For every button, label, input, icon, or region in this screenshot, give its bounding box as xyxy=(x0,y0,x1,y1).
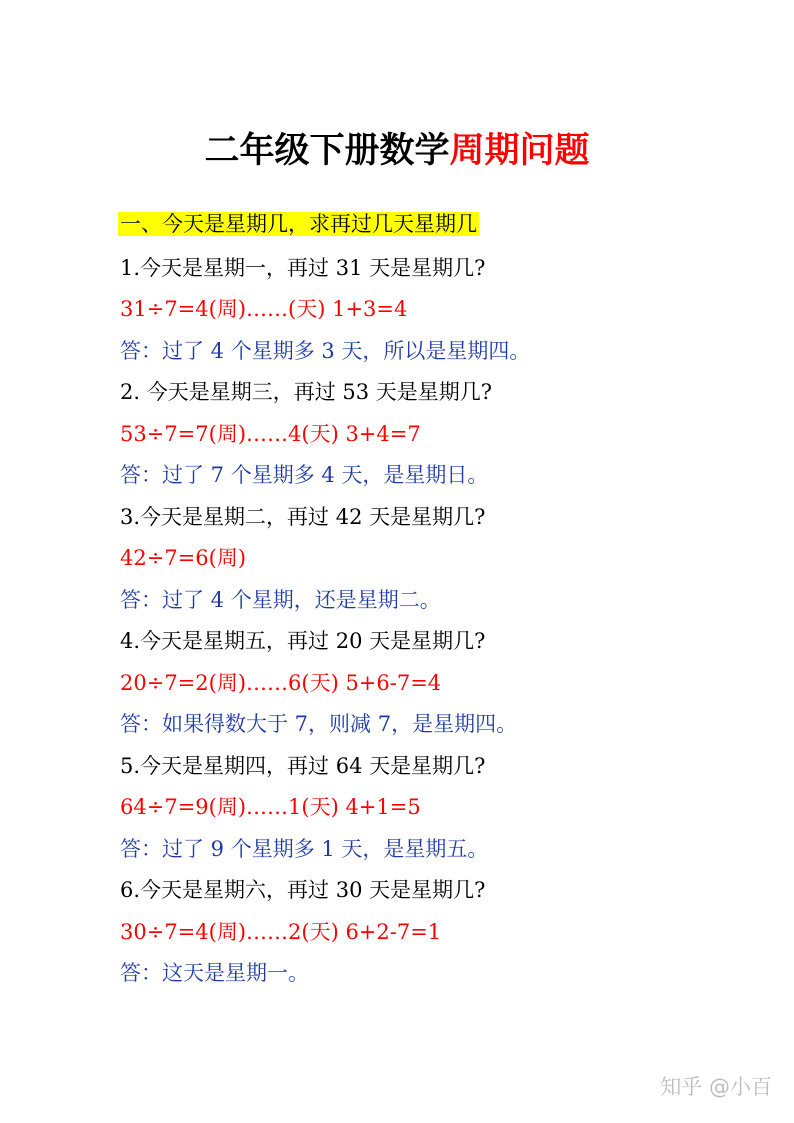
section-heading: 一、今天是星期几，求再过几天星期几 xyxy=(120,212,477,236)
watermark: 知乎 @小百 xyxy=(660,1075,772,1099)
problem-5-answer: 答：过了 9 个星期多 1 天，是星期五。 xyxy=(120,837,489,861)
problem-4-question: 4.今天是星期五，再过 20 天是星期几? xyxy=(120,629,486,653)
problem-5-calculation: 64÷7=9(周)……1(天) 4+1=5 xyxy=(120,795,421,819)
problem-3-question: 3.今天是星期二，再过 42 天是星期几? xyxy=(120,505,486,529)
problem-4-calculation: 20÷7=2(周)……6(天) 5+6-7=4 xyxy=(120,671,442,695)
title-main: 二年级下册数学 xyxy=(204,131,450,171)
problem-1-question: 1.今天是星期一，再过 31 天是星期几? xyxy=(120,256,486,280)
problem-6-calculation: 30÷7=4(周)……2(天) 6+2-7=1 xyxy=(120,920,442,944)
title-highlight: 周期问题 xyxy=(449,131,590,171)
page-title xyxy=(0,127,794,175)
problem-3-answer: 答：过了 4 个星期，还是星期二。 xyxy=(120,588,441,612)
problem-6-question: 6.今天是星期六，再过 30 天是星期几? xyxy=(120,878,486,902)
problem-2-answer: 答：过了 7 个星期多 4 天，是星期日。 xyxy=(120,463,489,487)
problem-4-answer: 答：如果得数大于 7，则减 7，是星期四。 xyxy=(120,712,518,736)
problem-2-question: 2. 今天是星期三，再过 53 天是星期几? xyxy=(120,380,493,404)
problem-1-calculation: 31÷7=4(周)……(天) 1+3=4 xyxy=(120,297,408,321)
problem-6-answer: 答：这天是星期一。 xyxy=(120,961,309,985)
problem-3-calculation: 42÷7=6(周) xyxy=(120,546,247,570)
problem-2-calculation: 53÷7=7(周)……4(天) 3+4=7 xyxy=(120,422,421,446)
problem-5-question: 5.今天是星期四，再过 64 天是星期几? xyxy=(120,754,486,778)
section-heading-line xyxy=(120,209,479,239)
problem-1-answer: 答：过了 4 个星期多 3 天，所以是星期四。 xyxy=(120,339,531,363)
